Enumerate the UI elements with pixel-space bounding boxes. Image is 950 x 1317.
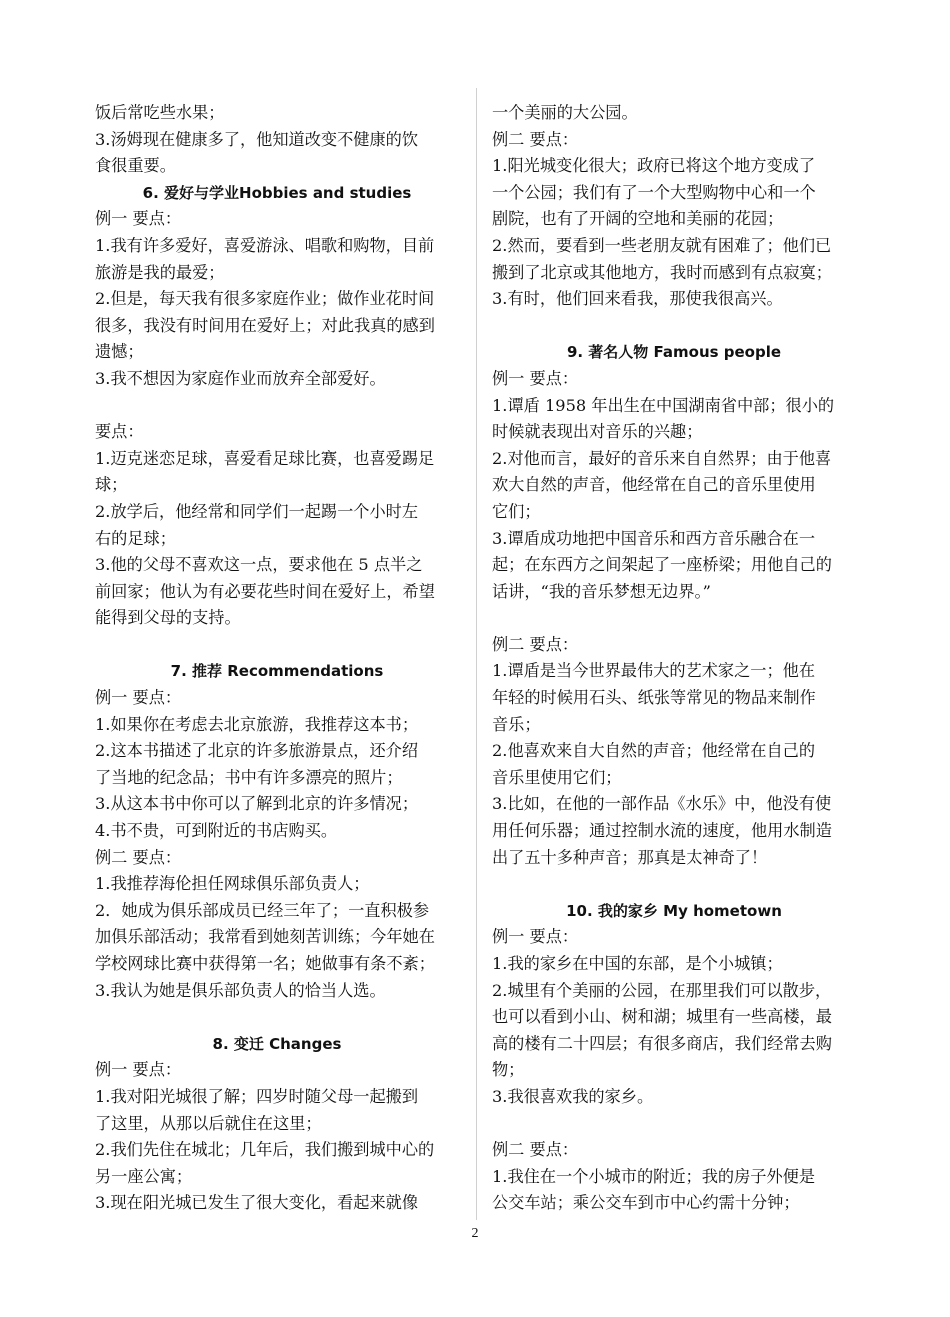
text-line: 2.这本书描述了北京的许多旅游景点，还介绍 (95, 741, 419, 761)
section-heading-famous-people: 9. 著名人物 Famous people (566, 343, 782, 362)
text-line: 欢大自然的声音，他经常在自己的音乐里使用 (492, 475, 816, 495)
blank-line (95, 1004, 459, 1031)
text-line: 3.我不想因为家庭作业而放弃全部爱好。 (95, 368, 386, 388)
text-line: 物； (492, 1060, 525, 1080)
text-line: 1.我对阳光城很了解；四岁时随父母一起搬到 (95, 1086, 419, 1106)
text-line: 3.从这本书中你可以了解到北京的许多情况； (95, 794, 419, 814)
text-line: 1.如果你在考虑去北京旅游，我推荐这本书； (95, 714, 419, 734)
text-line: 要点： (95, 422, 144, 442)
text-line: 搬到了北京或其他地方，我时而感到有点寂寞； (492, 262, 832, 282)
text-line: 例二 要点： (492, 634, 579, 654)
text-line: 前回家；他认为有必要花些时间在爱好上，希望 (95, 581, 435, 601)
text-line: 了这里，从那以后就住在这里； (95, 1113, 322, 1133)
text-line: 加俱乐部活动；我常看到她刻苦训练；今年她在 (95, 927, 435, 947)
text-line: 2.然而，要看到一些老朋友就有困难了；他们已 (492, 235, 832, 255)
section-heading-hometown: 10. 我的家乡 My hometown (566, 901, 782, 920)
text-line: 年轻的时候用石头、纸张等常见的物品来制作 (492, 688, 816, 708)
text-line: 公交车站；乘公交车到市中心约需十分钟； (492, 1193, 800, 1213)
text-line: 球； (95, 475, 128, 495)
text-line: 音乐里使用它们； (492, 767, 622, 787)
text-line: 1.谭盾是当今世界最伟大的艺术家之一；他在 (492, 661, 816, 681)
text-line: 很多，我没有时间用在爱好上；对此我真的感到 (95, 315, 435, 335)
text-line: 出了五十多种声音；那真是太神奇了！ (492, 847, 768, 867)
text-line: 例一 要点： (492, 368, 579, 388)
text-line: 3.谭盾成功地把中国音乐和西方音乐融合在一 (492, 528, 816, 548)
text-line: 食很重要。 (95, 156, 176, 176)
text-line: 3.我认为她是俱乐部负责人的恰当人选。 (95, 980, 386, 1000)
text-line: 例二 要点： (492, 1140, 579, 1160)
text-line: 3.有时，他们回来看我，那使我很高兴。 (492, 289, 783, 309)
blank-line (492, 1111, 856, 1138)
text-line: 2.他喜欢来自大自然的声音；他经常在自己的 (492, 741, 816, 761)
text-line: 话讲，“我的音乐梦想无边界。” (492, 581, 711, 601)
right-column (492, 100, 856, 1217)
text-line: 了当地的纪念品；书中有许多漂亮的照片； (95, 767, 403, 787)
text-line: 时候就表现出对音乐的兴趣； (492, 422, 703, 442)
text-line: 1.我的家乡在中国的东部，是个小城镇； (492, 954, 783, 973)
text-line: 起；在东西方之间架起了一座桥梁；用他自己的 (492, 555, 832, 575)
text-line: 1.我有许多爱好，喜爱游泳、唱歌和购物，目前 (95, 235, 435, 255)
text-line: 3.汤姆现在健康多了，他知道改变不健康的饮 (95, 129, 419, 149)
text-line: 用任何乐器；通过控制水流的速度，他用水制造 (492, 821, 832, 841)
text-line: 1.我推荐海伦担任网球俱乐部负责人； (95, 874, 370, 894)
text-line: 音乐； (492, 714, 541, 734)
text-line: 例二 要点： (95, 847, 182, 867)
text-line: 2.对他而言，最好的音乐来自自然界；由于他喜 (492, 448, 832, 468)
blank-line (492, 871, 856, 898)
text-line: 旅游是我的最爱； (95, 262, 225, 282)
text-line: 学校网球比赛中获得第一名；她做事有条不紊； (95, 954, 435, 973)
blank-line (492, 605, 856, 632)
text-line: 例一 要点： (492, 927, 579, 947)
text-line: 2.城里有个美丽的公园，在那里我们可以散步， (492, 980, 832, 1000)
text-line: 另一座公寓； (95, 1166, 193, 1186)
text-line: 3.现在阳光城已发生了很大变化，看起来就像 (95, 1193, 419, 1213)
text-line: 也可以看到小山、树和湖；城里有一些高楼，最 (492, 1007, 832, 1027)
text-line: 1.迈克迷恋足球，喜爱看足球比赛，也喜爱踢足 (95, 448, 435, 468)
text-line: 饭后常吃些水果； (95, 103, 225, 122)
text-line: 1.阳光城变化很大；政府已将这个地方变成了 (492, 156, 816, 176)
column-divider (476, 88, 477, 1220)
text-line: 例一 要点： (95, 688, 182, 708)
text-line: 2.我们先住在城北；几年后，我们搬到城中心的 (95, 1140, 435, 1160)
text-line: 2.放学后，他经常和同学们一起踢一个小时左 (95, 501, 419, 521)
text-line: 2.但是，每天我有很多家庭作业；做作业花时间 (95, 289, 435, 309)
text-line: 遗憾； (95, 342, 144, 362)
text-line: 4.书不贵，可到附近的书店购买。 (95, 821, 338, 841)
text-line: 2．她成为俱乐部成员已经三年了；一直积极参 (95, 900, 430, 920)
text-line: 例二 要点： (492, 129, 579, 149)
text-line: 1.我住在一个小城市的附近；我的房子外便是 (492, 1166, 816, 1186)
text-line: 一个美丽的大公园。 (492, 103, 638, 122)
blank-line (492, 313, 856, 340)
text-line: 一个公园；我们有了一个大型购物中心和一个 (492, 182, 816, 202)
blank-line (95, 393, 459, 420)
text-line: 右的足球； (95, 528, 176, 548)
text-line: 例一 要点： (95, 209, 182, 229)
text-line: 3.比如，在他的一部作品《水乐》中，他没有使 (492, 794, 832, 814)
blank-line (95, 632, 459, 659)
text-line: 它们； (492, 501, 541, 521)
text-line: 例一 要点： (95, 1060, 182, 1080)
section-heading-recommendations: 7. 推荐 Recommendations (170, 662, 384, 681)
section-heading-hobbies: 6. 爱好与学业Hobbies and studies (142, 183, 412, 202)
text-line: 3.我很喜欢我的家乡。 (492, 1086, 654, 1106)
left-column (95, 100, 459, 1217)
text-line: 高的楼有二十四层；有很多商店，我们经常去购 (492, 1033, 832, 1053)
page-number: 2 (471, 1226, 479, 1241)
text-line: 剧院，也有了开阔的空地和美丽的花园； (492, 209, 784, 229)
text-line: 能得到父母的支持。 (95, 608, 241, 628)
text-line: 1.谭盾 1958 年出生在中国湖南省中部；很小的 (492, 395, 835, 415)
text-line: 3.他的父母不喜欢这一点，要求他在 5 点半之 (95, 555, 423, 575)
section-heading-changes: 8. 变迁 Changes (212, 1034, 342, 1053)
